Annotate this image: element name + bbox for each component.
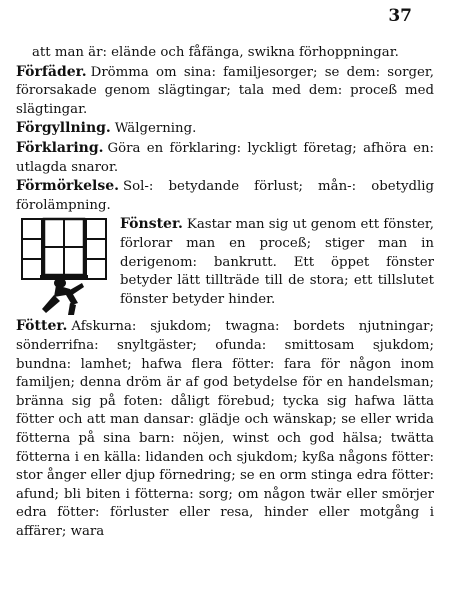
entry-headword: Fönster.: [120, 216, 183, 233]
entry-fonster-block: [16, 215, 434, 317]
entry-body: att man är: elände och fåfänga, swikna förhoppningar.: [32, 45, 399, 60]
entry-headword: Fötter.: [16, 318, 68, 335]
entry-body: Sol-: betydande förlust; mån-: obetydlig förolämpning.: [16, 179, 434, 213]
entry-body: Göra en förklaring: lyckligt företag; afhöra en: utlagda snaror.: [16, 140, 434, 175]
entry-headword: Förmörkelse.: [16, 178, 120, 195]
entry-forklaring: [16, 139, 434, 177]
continued-paragraph: [16, 44, 434, 63]
entry-body: Drömma om sina: familjesorger; se dem: sorger, förorsakade genom slägtingar; tala med dem: proceß med slägtingar.: [16, 64, 434, 117]
entry-body: Afskurna: sjukdom; twagna: bordets njutningar; sönderrifna: snyltgäster; ofunda: smittosam sjukdom; bundna: lamhet; hafwa flera fötter: fara för någon inom familjen; denna dröm är af god betydelse för en handelsman; bränna sig på foten: dåligt förebud; tycka sig hafwa lätta fötter och att man dansar: glädje och wänskap; se eller wrida fötterna på sina barn: nöjen, winst och god hälsa; twätta fötterna i en källa: lidanden och sjukdom; kyßa någons fötter: stor ånger eller djup förnedring; se en orm stinga edra fötter: afund; bli biten i fötterna: sorg; om någon twär eller smörjer edra fötter: förluster eller resa, hinder eller motgång i affärer; wara: [16, 319, 434, 539]
entry-forfader: [16, 63, 434, 120]
page-text: [16, 44, 434, 541]
entry-body: Wälgerning.: [114, 121, 197, 137]
entry-headword: Förfäder.: [16, 63, 87, 80]
entry-headword: Förgyllning.: [16, 120, 111, 137]
entry-forgyllning: [16, 119, 434, 139]
window-illustration: [20, 217, 112, 317]
entry-formorkelse: [16, 177, 434, 215]
entry-headword: Förklaring.: [16, 139, 104, 156]
page-number: 37: [388, 6, 412, 26]
entry-body: Kastar man sig ut genom ett fönster, förlorar man en proceß; stiger man in derigenom: bankrutt. Ett öppet fönster betyder lätt tillträde till de stora; ett tillslutet fönster betyder hinder.: [120, 217, 434, 307]
entry-fotter: [16, 317, 434, 541]
